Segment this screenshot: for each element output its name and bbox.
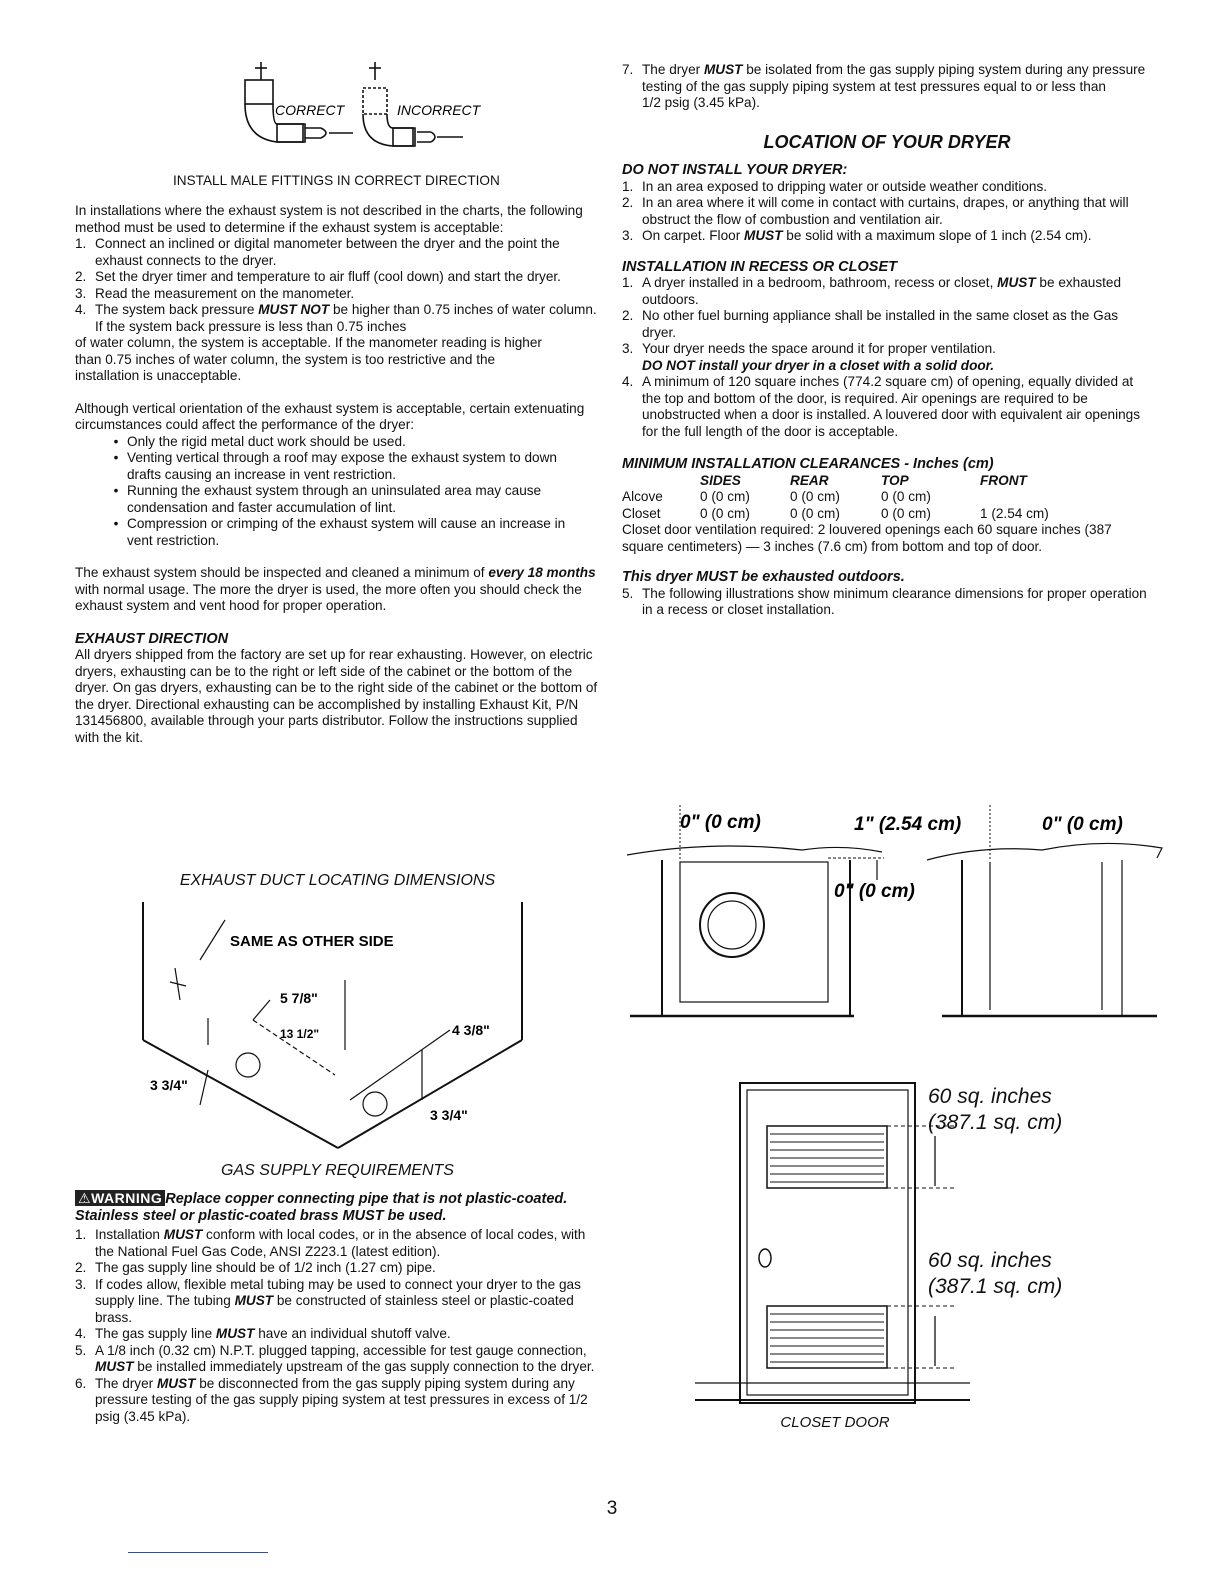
correct-label: CORRECT: [275, 102, 345, 118]
clearances-table: [622, 473, 1055, 523]
list-item: 2. In an area where it will come in contact with curtains, drapes, or anything that will obstruct the flow of combustion and ventilation air.: [622, 195, 1129, 227]
list-item: 2. The gas supply line should be of 1/2 inch (1.27 cm) pipe.: [75, 1260, 436, 1275]
list-item: 5. The following illustrations show minimum clearance dimensions for proper operation in a recess or closet installation.: [622, 585, 1147, 617]
rear-clearance-label: 0" (0 cm): [1042, 814, 1123, 835]
dimension-13-1-2: 13 1/2": [280, 1027, 320, 1041]
do-not-install-list: [622, 179, 1152, 245]
list-item: 1. A dryer installed in a bedroom, bathroom, recess or closet, MUST be exhausted outdoors.: [622, 275, 1122, 307]
vertical-intro: Although vertical orientation of the exhaust system is acceptable, certain extenuating circumstances could affect the performance of the dryer:: [75, 400, 585, 432]
table-row: Closet 0 (0 cm) 0 (0 cm) 0 (0 cm) 1 (2.54 cm): [622, 505, 1049, 521]
list-item: 1. In an area exposed to dripping water or outside weather conditions.: [622, 178, 1048, 194]
recess-heading: INSTALLATION IN RECESS OR CLOSET: [622, 258, 897, 275]
opening-dimension-lines: [887, 1126, 957, 1368]
top-louver: [767, 1126, 887, 1188]
front-clearance-label: 0" (0 cm): [834, 881, 915, 902]
dimension-3-3-4-left: 3 3/4": [150, 1077, 188, 1093]
list-item: 3. On carpet. Floor MUST be solid with a maximum slope of 1 inch (2.54 cm).: [622, 228, 1092, 243]
right-column: [622, 62, 1152, 619]
list-item: 5. A 1/8 inch (0.32 cm) N.P.T. plugged tapping, accessible for test gauge connection, MUST be installed immediately upstream of the gas supply connection to the dryer.: [75, 1342, 595, 1374]
dimension-4-3-8: 4 3/8": [452, 1022, 490, 1038]
clearances-heading: MINIMUM INSTALLATION CLEARANCES - Inches (cm): [622, 456, 994, 472]
list-item: • Running the exhaust system through an uninsulated area may cause condensation and faster accumulation of lint.: [113, 483, 542, 515]
dimension-5-7-8: 5 7/8": [280, 990, 318, 1006]
dimension-3-3-4-right: 3 3/4": [430, 1107, 468, 1123]
exhaust-direction-heading: EXHAUST DIRECTION: [75, 630, 229, 647]
list-item: 4. The system back pressure MUST NOT be higher than 0.75 inches of water column. If the system back pressure is less than 0.75 inches: [75, 302, 597, 334]
gas-section: [75, 1190, 600, 1425]
list-item: 2. Set the dryer timer and temperature to air fluff (cool down) and start the dryer.: [75, 269, 561, 284]
gas-supply-heading: GAS SUPPLY REQUIREMENTS: [221, 1162, 454, 1179]
fittings-diagram: [225, 58, 505, 160]
exhaust-direction-text: All dryers shipped from the factory are set up for rear exhausting. However, on electric dryers, exhausting can be to the right or left side of the cabinet or the bottom of the dryer. On gas dryers, exhausting can be to the right side of the cabinet or the bottom of the dryer. Directional exhausting can be accomplished by installing Exhaust Kit, P/N 131456800, available through your parts distributor. Follow the instructions supplied with the kit.: [75, 647, 598, 745]
do-not-install-heading: DO NOT INSTALL YOUR DRYER:: [622, 162, 848, 178]
step4-continued: of water column, the system is acceptable. If the manometer reading is higher than 0.75 inches of water column, the system is too restrictive and the installation is unacceptable.: [75, 335, 542, 383]
list-item: 3. Your dryer needs the space around it for proper ventilation. DO NOT install your dryer in a closet with a solid door.: [622, 341, 996, 373]
list-item: 3. Read the measurement on the manometer.: [75, 285, 355, 301]
bottom-opening-label: 60 sq. inches (387.1 sq. cm): [928, 1249, 1063, 1298]
front-view-dryer: [627, 805, 884, 1016]
table-header-row: SIDES REAR TOP FRONT: [700, 472, 1027, 488]
solid-door-note: DO NOT install your dryer in a closet with a solid door.: [642, 357, 994, 373]
list-item: 4. A minimum of 120 square inches (774.2 square cm) of opening, equally divided at the top and bottom of the door, is required. Air openings are required to be unobstructed when a door is installed. A louvered door with equivalent air openings for the full length of the door is acceptable.: [622, 374, 1141, 439]
list-item: 4. The gas supply line MUST have an individual shutoff valve.: [75, 1326, 451, 1341]
gas-list-continued: [622, 62, 1152, 112]
left-column: [75, 203, 600, 746]
page-number: 3: [606, 1498, 618, 1519]
fittings-caption: INSTALL MALE FITTINGS IN CORRECT DIRECTION: [173, 173, 500, 188]
top-clearance-label: 1" (2.54 cm): [854, 814, 962, 835]
list-item: 1. Connect an inclined or digital manometer between the dryer and the point the exhaust connects to the dryer.: [75, 236, 560, 268]
footer-rule: [128, 1552, 268, 1553]
side-clearance-label: 0" (0 cm): [680, 812, 761, 833]
list-item: • Only the rigid metal duct work should be used.: [113, 433, 406, 449]
gas-requirements-list: [75, 1227, 600, 1425]
clearance-diagrams: [622, 800, 1167, 1025]
location-heading: LOCATION OF YOUR DRYER: [763, 131, 1011, 152]
bottom-louver: [767, 1306, 887, 1368]
closet-door-caption: CLOSET DOOR: [780, 1414, 890, 1431]
inspect-paragraph: The exhaust system should be inspected and cleaned a minimum of every 18 months with normal usage. The more the dryer is used, the more often you should check the exhaust system and vent hood for proper operation.: [75, 565, 596, 613]
recess-list: [622, 275, 1152, 440]
warning-badge: ⚠WARNING: [75, 1190, 165, 1206]
list-item: 3. If codes allow, flexible metal tubing may be used to connect your dryer to the gas supply line. The tubing MUST be constructed of stainless steel or plastic-coated brass.: [75, 1276, 581, 1325]
closet-ventilation-text: Closet door ventilation required: 2 louvered openings each 60 square inches (387 square centimeters) — 3 inches (7.6 cm) from bottom and top of door.: [622, 522, 1112, 554]
list-item: 1. Installation MUST conform with local codes, or in the absence of local codes, with the National Fuel Gas Code, ANSI Z223.1 (latest edition).: [75, 1227, 586, 1259]
list-item: 7. The dryer MUST be isolated from the gas supply piping system during any pressure testing of the gas supply piping system at test pressures equal to or less than 1/2 psig (3.45 kPa).: [622, 62, 1146, 110]
doorknob: [759, 1249, 771, 1267]
exhausted-outdoors-heading: This dryer MUST be exhausted outdoors.: [622, 569, 905, 585]
method-steps: [75, 236, 600, 335]
list-item: • Venting vertical through a roof may expose the exhaust system to down drafts causing an increase in vent restriction.: [113, 450, 557, 482]
same-as-other-side-label: SAME AS OTHER SIDE: [230, 933, 394, 950]
duct-dimensions-heading: EXHAUST DUCT LOCATING DIMENSIONS: [179, 872, 496, 889]
illustration-note-list: [622, 586, 1152, 619]
warning-paragraph: ⚠WARNING Replace copper connecting pipe that is not plastic-coated. Stainless steel or plastic-coated brass MUST be used.: [75, 1190, 568, 1224]
incorrect-label: INCORRECT: [397, 102, 481, 118]
top-opening-label: 60 sq. inches (387.1 sq. cm): [928, 1085, 1063, 1134]
side-view-dryer: [927, 805, 1162, 1016]
list-item: • Compression or crimping of the exhaust system will cause an increase in vent restriction.: [113, 516, 566, 548]
table-row: Alcove 0 (0 cm) 0 (0 cm) 0 (0 cm): [622, 489, 931, 504]
duct-locating-diagram: [140, 900, 530, 1155]
exhaust-method-intro: In installations where the exhaust system is not described in the charts, the following method must be used to determine if the exhaust system is acceptable:: [75, 203, 583, 235]
vertical-bullets: [75, 434, 600, 550]
list-item: 2. No other fuel burning appliance shall be installed in the same closet as the Gas dryer.: [622, 308, 1119, 340]
list-item: 6. The dryer MUST be disconnected from the gas supply piping system during any pressure testing of the gas supply piping system at test pressures in excess of 1/2 psig (3.45 kPa).: [75, 1375, 588, 1424]
